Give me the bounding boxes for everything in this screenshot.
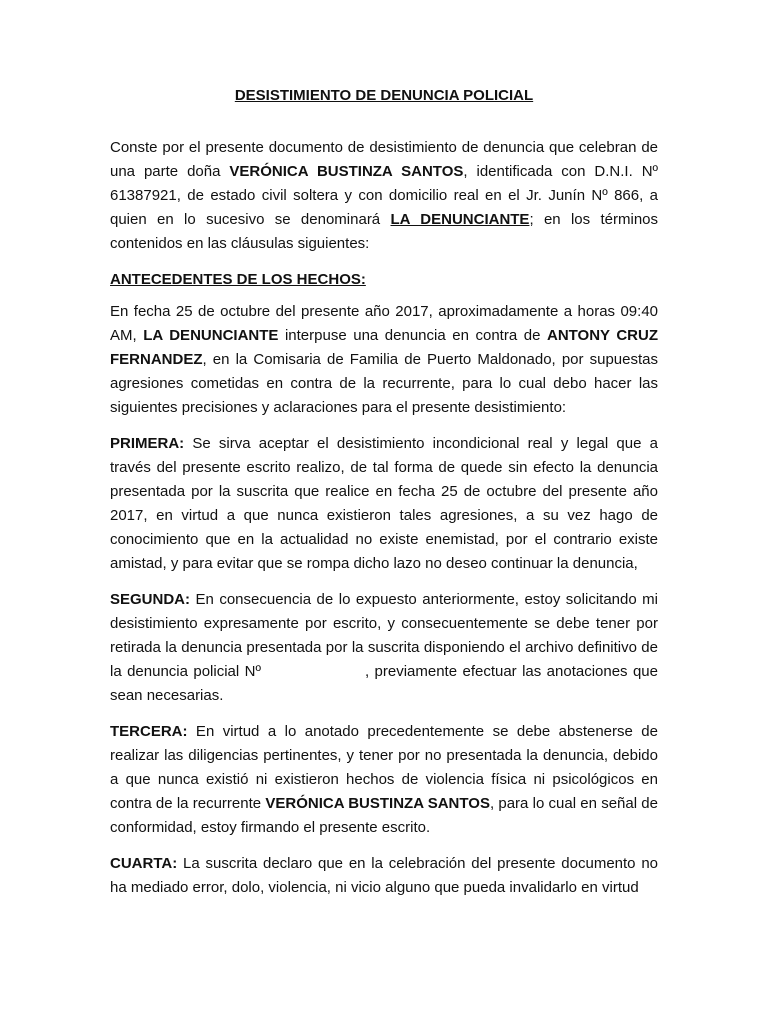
clause-cuarta-text: La suscrita declaro que en la celebración del presente documento no ha mediado error, dolo, violencia, ni vicio alguno que pueda invalidarlo en virtud — [110, 855, 658, 896]
antecedentes-text-3: , en la Comisaria de Familia de Puerto Maldonado, por supuestas agresiones cometidas en contra de la recurrente, para lo cual debo hacer las siguientes precisiones y aclaraciones para el presente desistimiento: — [110, 351, 658, 416]
document-page — [110, 84, 658, 900]
clause-segunda-label: SEGUNDA: — [110, 591, 191, 608]
document-title: DESISTIMIENTO DE DENUNCIA POLICIAL — [234, 87, 534, 104]
clause-segunda-text-1: En consecuencia de lo expuesto anteriormente, estoy solicitando mi desistimiento expresamente por escrito, y consecuentemente se debe tener por retirada la denuncia presentada por la suscrita disponiendo el archivo definitivo de la denuncia policial Nº — [110, 591, 658, 680]
complainant-role: LA DENUNCIANTE — [390, 211, 530, 228]
intro-paragraph — [110, 136, 658, 256]
clause-tercera-text-1: En virtud a lo anotado precedentemente se debe abstenerse de realizar las diligencias pertinentes, y tener por no presentada la denuncia, debido a que nunca existió ni existieron hechos de violencia física ni psicológicos en contra de la recurrente — [110, 723, 658, 812]
clause-cuarta — [110, 852, 658, 900]
clause-primera-label: PRIMERA: — [110, 435, 185, 452]
clause-tercera — [110, 720, 658, 840]
clause-primera — [110, 432, 658, 576]
antecedentes-heading: ANTECEDENTES DE LOS HECHOS: — [110, 271, 366, 288]
intro-text-2: , identificada con D.N.I. Nº 61387921, de estado civil soltera y con domicilio real en el Jr. Junín Nº 866, a quien en lo sucesivo se denominará — [110, 163, 659, 228]
antecedentes-role: LA DENUNCIANTE — [143, 327, 279, 344]
antecedentes-text-1: En fecha 25 de octubre del presente año 2017, aproximadamente a horas 09:40 AM, — [110, 303, 658, 344]
intro-text-3: ; en los términos contenidos en las cláusulas siguientes: — [110, 211, 659, 252]
clause-cuarta-label: CUARTA: — [110, 855, 178, 872]
antecedentes-paragraph — [110, 300, 658, 420]
complainant-name: VERÓNICA BUSTINZA SANTOS — [229, 163, 464, 180]
intro-text-1: Conste por el presente documento de desistimiento de denuncia que celebran de una parte doña — [110, 139, 658, 180]
accused-name: ANTONY CRUZ FERNANDEZ — [110, 327, 658, 368]
antecedentes-text-2: interpuse una denuncia en contra de — [278, 327, 547, 344]
clause-segunda-text-2: , previamente efectuar las anotaciones que sean necesarias. — [110, 663, 658, 704]
clause-tercera-name: VERÓNICA BUSTINZA SANTOS — [265, 795, 490, 812]
clause-segunda — [110, 588, 658, 708]
clause-tercera-text-2: , para lo cual en señal de conformidad, estoy firmando el presente escrito. — [110, 795, 658, 836]
clause-primera-text: Se sirva aceptar el desistimiento incondicional real y legal que a través del presente escrito realizo, de tal forma de quede sin efecto la denuncia presentada por la suscrita que realice en fecha 25 de octubre del presente año 2017, en virtud a que nunca existieron tales agresiones, a su vez hago de conocimiento que en la actualidad no existe enemistad, por el contrario existe amistad, y para evitar que se rompa dicho lazo no deseo continuar la denuncia, — [110, 435, 658, 572]
clause-tercera-label: TERCERA: — [110, 723, 188, 740]
